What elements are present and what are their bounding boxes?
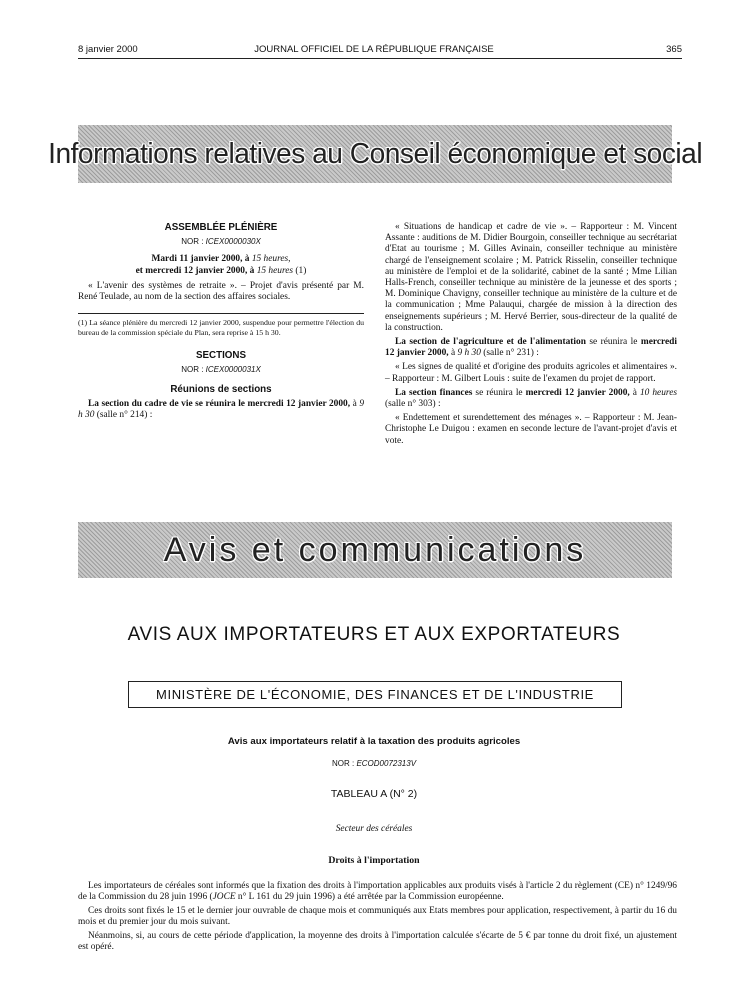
right-column (385, 222, 677, 450)
finances-paragraph: La section finances se réunira le mercredi 12 janvier 2000, à 10 heures (salle n° 303) : (385, 387, 677, 410)
avis-subtitle: Avis aux importateurs relatif à la taxation des produits agricoles (227, 736, 521, 747)
footnote: (1) La séance plénière du mercredi 12 janvier 2000, suspendue pour permettre l'élection du bureau de la commission spéciale du Plan, sera reprise à 15 h 30. (78, 318, 364, 337)
assemblee-heading: ASSEMBLÉE PLÉNIÈRE (164, 222, 278, 233)
nor-line-1 (78, 236, 364, 247)
header-date: 8 janvier 2000 (78, 44, 138, 55)
agriculture-paragraph: La section de l'agriculture et de l'alimentation se réunira le mercredi 12 janvier 2000, à 9 h 30 (salle n° 231) : (385, 337, 677, 359)
banner-avis-communications (78, 522, 672, 578)
header-rule (78, 58, 682, 59)
ministry-title: MINISTÈRE DE L'ÉCONOMIE, DES FINANCES ET DE L'INDUSTRIE (156, 687, 594, 702)
avis-paragraph-2: Ces droits sont fixés le 15 et le dernier jour ouvrable de chaque mois et communiqués aux Etats membres pour application, respectivement, à partir du 16 du mois et du premier jour du mois suivant. (78, 905, 677, 928)
endettement-paragraph: « Endettement et surendettement des ménages ». – Rapporteur : M. Jean-Christophe Le Duigou : examen en seconde lecture de l'avant-projet d'avis et vote. (385, 413, 677, 446)
avis-nor-line: NOR : ECOD0072313V (331, 759, 417, 768)
ministry-box (128, 681, 622, 708)
avis-main-title: AVIS AUX IMPORTATEURS ET AUX EXPORTATEURS (127, 624, 621, 645)
nor-label: NOR : (181, 237, 204, 247)
banner-conseil-economique (48, 125, 702, 183)
session-date-2: et mercredi 12 janvier 2000, à 15 heures (1) (135, 265, 307, 276)
banner-avis-title: Avis et communications (163, 530, 587, 569)
qualite-paragraph: « Les signes de qualité et d'origine des produits agricoles et alimentaires ». – Rapporteur : M. Gilbert Louis : suite de l'examen du projet de rapport. (385, 362, 677, 384)
reunions-heading: Réunions de sections (170, 384, 272, 396)
footnote-rule (78, 313, 364, 314)
header-page-number: 365 (666, 44, 682, 55)
droits-heading: Droits à l'importation (328, 855, 420, 866)
nor-line-2: NOR : ICEX0000031X (181, 365, 261, 375)
avis-body (78, 881, 677, 955)
retraite-paragraph: « L'avenir des systèmes de retraite ». – Projet d'avis présenté par M. René Teulade, au nom de la section des affaires sociales. (78, 280, 364, 303)
avis-nor-code: ECOD0072313V (356, 759, 417, 768)
header-journal-title: JOURNAL OFFICIEL DE LA RÉPUBLIQUE FRANÇAISE (254, 44, 494, 55)
nor-code-2: ICEX0000031X (205, 365, 261, 375)
left-column (78, 222, 364, 424)
banner-conseil-title: Informations relatives au Conseil économique et social (48, 137, 702, 170)
tableau-title: TABLEAU A (N° 2) (330, 788, 418, 800)
session-date-1: Mardi 11 janvier 2000, à 15 heures, (151, 254, 291, 265)
nor-code: ICEX0000030X (205, 237, 261, 247)
handicap-paragraph: « Situations de handicap et cadre de vie ». – Rapporteur : M. Vincent Assante : auditions de M. Didier Bourgoin, conseiller technique au secrétariat d'Etat au tourisme ; M. Gilles Avinain, conseiller technique au ministère chargé de l'enseignement scolaire ; M. Patrick Risselin, conseiller technique au ministère de l'emploi et de la solidarité, cabinet de la santé ; Mme Lilian Halls-French, conseiller technique au ministère de la jeunesse et des sports ; M. Dominique Chavigny, conseiller technique au ministère de la culture et de la communication ; Mme Palauqui, chargée de mission à la direction des enseignements supérieurs ; M. Hervé Berrier, sous-directeur de la qualité de la construction. (385, 222, 677, 333)
avis-paragraph-3: Néanmoins, si, au cours de cette période d'application, la moyenne des droits à l'importation calculée s'écarte de 5 € par tonne du droit fixé, un ajustement est opéré. (78, 930, 677, 953)
secteur-label: Secteur des céréales (335, 824, 413, 834)
avis-paragraph-1: Les importateurs de céréales sont informés que la fixation des droits à l'importation applicables aux produits visés à l'article 2 du règlement (CE) n° 1249/96 de la Commission du 28 juin 1996 (JOCE n° L 161 du 29 juin 1996) a été arrêtée par la Commission européenne. (78, 881, 677, 903)
sections-heading: SECTIONS (195, 350, 247, 362)
cadre-de-vie-paragraph: La section du cadre de vie se réunira le mercredi 12 janvier 2000, à 9 h 30 (salle n° 214) : (78, 398, 364, 420)
